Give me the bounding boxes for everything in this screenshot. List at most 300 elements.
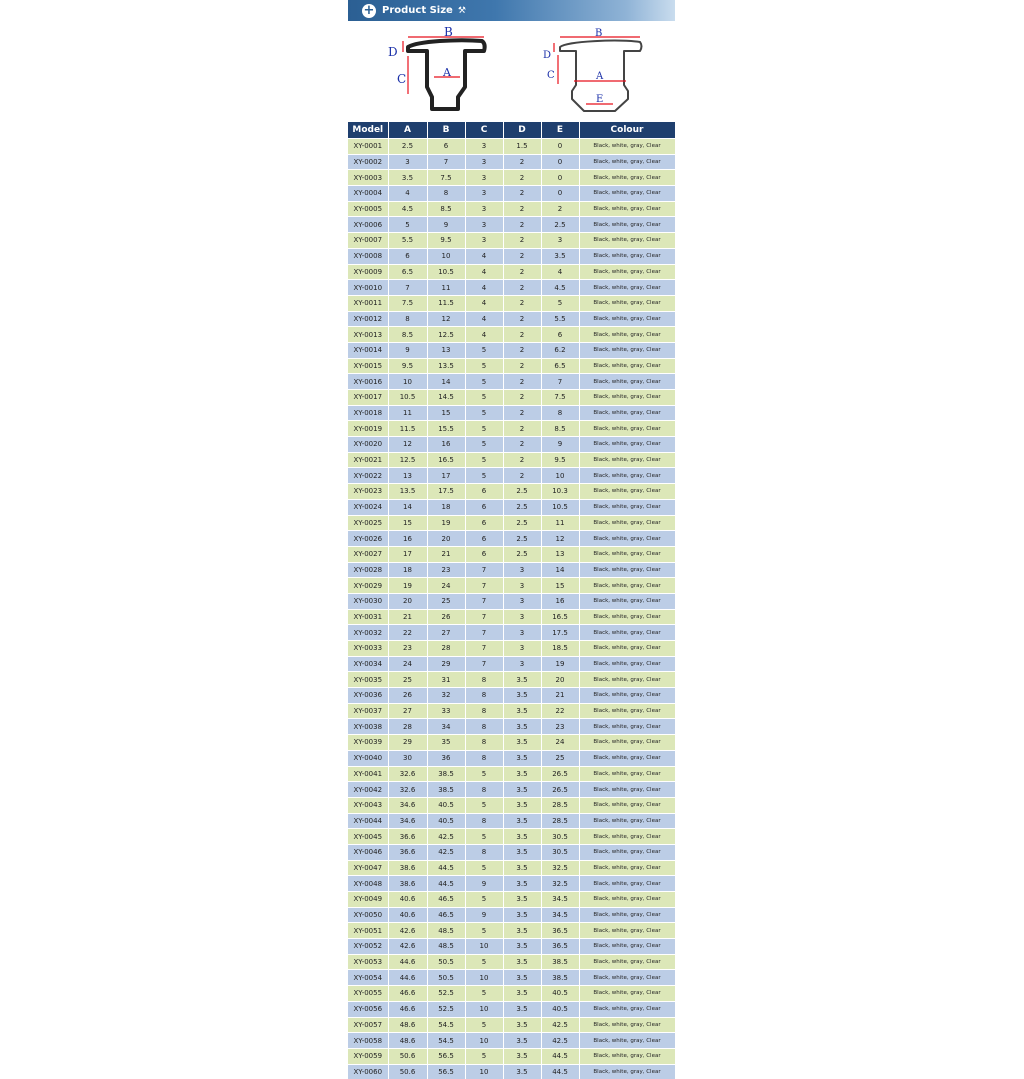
- dimension-cell: 2: [503, 264, 541, 280]
- dimension-cell: 5: [388, 217, 427, 233]
- dimension-cell: 3: [541, 233, 579, 249]
- table-row: [348, 374, 675, 390]
- dimension-cell: 21: [427, 546, 465, 562]
- dimension-cell: 3.5: [503, 719, 541, 735]
- table-row: [348, 217, 675, 233]
- column-header: E: [541, 122, 579, 139]
- dimension-cell: 9: [465, 876, 503, 892]
- dimension-cell: 15: [388, 515, 427, 531]
- section-header: [348, 0, 675, 21]
- dimension-cell: 3.5: [503, 1064, 541, 1079]
- dimension-cell: 12: [388, 437, 427, 453]
- dimension-cell: 40.5: [427, 813, 465, 829]
- table-row: [348, 986, 675, 1002]
- table-row: [348, 201, 675, 217]
- dimension-cell: 26: [427, 609, 465, 625]
- dimension-cell: 42.6: [388, 939, 427, 955]
- model-cell: XY-0035: [348, 672, 388, 688]
- dimension-cell: 25: [427, 593, 465, 609]
- dimension-cell: 19: [541, 656, 579, 672]
- model-cell: XY-0046: [348, 844, 388, 860]
- dimension-cell: 42.5: [427, 844, 465, 860]
- dimension-cell: 5: [465, 923, 503, 939]
- dimension-cell: 52.5: [427, 1001, 465, 1017]
- dimension-cell: 8.5: [541, 421, 579, 437]
- table-row: [348, 1017, 675, 1033]
- dimension-cell: 3.5: [503, 797, 541, 813]
- dimension-cell: 22: [541, 703, 579, 719]
- dimension-cell: 29: [388, 735, 427, 751]
- dimension-cell: 2: [503, 452, 541, 468]
- dimension-cell: 6.2: [541, 342, 579, 358]
- colour-cell: Black, white, gray, Clear: [579, 452, 675, 468]
- dimension-cell: 9: [427, 217, 465, 233]
- model-cell: XY-0019: [348, 421, 388, 437]
- colour-cell: Black, white, gray, Clear: [579, 625, 675, 641]
- colour-cell: Black, white, gray, Clear: [579, 327, 675, 343]
- table-row: [348, 1048, 675, 1064]
- colour-cell: Black, white, gray, Clear: [579, 186, 675, 202]
- dimension-cell: 5.5: [541, 311, 579, 327]
- dimension-cell: 5: [465, 437, 503, 453]
- dimension-cell: 38.5: [541, 954, 579, 970]
- column-header: D: [503, 122, 541, 139]
- dimension-cell: 38.6: [388, 876, 427, 892]
- table-row: [348, 656, 675, 672]
- label-b: B: [444, 25, 453, 39]
- model-cell: XY-0017: [348, 390, 388, 406]
- dimension-cell: 44.5: [427, 860, 465, 876]
- dimension-cell: 3.5: [503, 766, 541, 782]
- table-row: [348, 672, 675, 688]
- dimension-cell: 5: [465, 390, 503, 406]
- dimension-cell: 10: [465, 939, 503, 955]
- dimension-cell: 4: [465, 280, 503, 296]
- colour-cell: Black, white, gray, Clear: [579, 970, 675, 986]
- colour-cell: Black, white, gray, Clear: [579, 374, 675, 390]
- dimension-cell: 10.5: [388, 390, 427, 406]
- table-row: [348, 342, 675, 358]
- dimension-cell: 3.5: [503, 735, 541, 751]
- dimension-cell: 3: [465, 154, 503, 170]
- table-header-row: [348, 122, 675, 139]
- dimension-cell: 8: [465, 672, 503, 688]
- colour-cell: Black, white, gray, Clear: [579, 593, 675, 609]
- dimension-cell: 52.5: [427, 986, 465, 1002]
- model-cell: XY-0038: [348, 719, 388, 735]
- dimension-cell: 40.6: [388, 907, 427, 923]
- dimension-cell: 36: [427, 750, 465, 766]
- model-cell: XY-0022: [348, 468, 388, 484]
- model-cell: XY-0021: [348, 452, 388, 468]
- table-row: [348, 688, 675, 704]
- dimension-cell: 3.5: [503, 1017, 541, 1033]
- colour-cell: Black, white, gray, Clear: [579, 1017, 675, 1033]
- table-row: [348, 295, 675, 311]
- label-a: A: [595, 71, 604, 82]
- diagram-left: [388, 25, 485, 109]
- dimension-cell: 6: [388, 248, 427, 264]
- table-row: [348, 1001, 675, 1017]
- model-cell: XY-0058: [348, 1033, 388, 1049]
- colour-cell: Black, white, gray, Clear: [579, 954, 675, 970]
- dimension-cell: 5: [465, 374, 503, 390]
- plus-circle-icon: +: [362, 4, 376, 18]
- dimension-cell: 2: [503, 468, 541, 484]
- dimension-cell: 6: [541, 327, 579, 343]
- dimension-cell: 7: [465, 609, 503, 625]
- dimension-cell: 10: [465, 1064, 503, 1079]
- model-cell: XY-0059: [348, 1048, 388, 1064]
- dimension-cell: 18.5: [541, 641, 579, 657]
- model-cell: XY-0039: [348, 735, 388, 751]
- dimension-cell: 3.5: [503, 829, 541, 845]
- dimension-cell: 34.6: [388, 813, 427, 829]
- dimension-cell: 38.6: [388, 860, 427, 876]
- dimension-cell: 15: [427, 405, 465, 421]
- colour-cell: Black, white, gray, Clear: [579, 782, 675, 798]
- dimension-cell: 5: [465, 421, 503, 437]
- dimension-cell: 1.5: [503, 139, 541, 155]
- model-cell: XY-0050: [348, 907, 388, 923]
- dimension-cell: 7.5: [427, 170, 465, 186]
- dimension-cell: 40.5: [427, 797, 465, 813]
- table-row: [348, 452, 675, 468]
- dimension-cell: 2: [503, 280, 541, 296]
- dimension-cell: 7.5: [541, 390, 579, 406]
- dimension-cell: 0: [541, 154, 579, 170]
- dimension-cell: 8: [465, 719, 503, 735]
- dimension-cell: 2: [503, 358, 541, 374]
- colour-cell: Black, white, gray, Clear: [579, 1033, 675, 1049]
- dimension-cell: 14: [541, 562, 579, 578]
- colour-cell: Black, white, gray, Clear: [579, 986, 675, 1002]
- dimension-cell: 8: [465, 735, 503, 751]
- table-row: [348, 860, 675, 876]
- dimension-cell: 42.5: [541, 1017, 579, 1033]
- model-cell: XY-0012: [348, 311, 388, 327]
- dimension-cell: 5: [465, 892, 503, 908]
- table-row: [348, 735, 675, 751]
- dimension-cell: 2.5: [503, 515, 541, 531]
- dimension-cell: 8: [388, 311, 427, 327]
- dimension-cell: 5.5: [388, 233, 427, 249]
- dimension-cell: 3: [503, 593, 541, 609]
- dimension-cell: 34.6: [388, 797, 427, 813]
- dimension-cell: 2: [503, 233, 541, 249]
- dimension-cell: 32.5: [541, 876, 579, 892]
- dimension-cell: 2.5: [503, 484, 541, 500]
- dimension-cell: 28: [388, 719, 427, 735]
- colour-cell: Black, white, gray, Clear: [579, 233, 675, 249]
- model-cell: XY-0009: [348, 264, 388, 280]
- diagram-right: [543, 28, 642, 111]
- model-cell: XY-0030: [348, 593, 388, 609]
- dimension-cell: 4: [465, 327, 503, 343]
- dimension-cell: 50.6: [388, 1048, 427, 1064]
- table-row: [348, 766, 675, 782]
- dimension-cell: 29: [427, 656, 465, 672]
- model-cell: XY-0026: [348, 531, 388, 547]
- colour-cell: Black, white, gray, Clear: [579, 437, 675, 453]
- model-cell: XY-0045: [348, 829, 388, 845]
- colour-cell: Black, white, gray, Clear: [579, 829, 675, 845]
- dimension-cell: 22: [388, 625, 427, 641]
- column-header: B: [427, 122, 465, 139]
- model-cell: XY-0049: [348, 892, 388, 908]
- colour-cell: Black, white, gray, Clear: [579, 688, 675, 704]
- dimension-cell: 7: [465, 593, 503, 609]
- size-table: [348, 122, 676, 1079]
- dimension-cell: 10: [427, 248, 465, 264]
- table-row: [348, 358, 675, 374]
- dimension-cell: 6.5: [541, 358, 579, 374]
- table-row: [348, 829, 675, 845]
- dimension-cell: 2: [503, 311, 541, 327]
- table-row: [348, 170, 675, 186]
- dimension-cell: 23: [541, 719, 579, 735]
- dimension-cell: 25: [388, 672, 427, 688]
- dimension-cell: 4: [465, 248, 503, 264]
- model-cell: XY-0014: [348, 342, 388, 358]
- dimension-cell: 4: [541, 264, 579, 280]
- dimension-cell: 10.5: [541, 499, 579, 515]
- table-row: [348, 609, 675, 625]
- dimension-cell: 9: [465, 907, 503, 923]
- dimension-cell: 12: [427, 311, 465, 327]
- table-row: [348, 876, 675, 892]
- dimension-cell: 13.5: [388, 484, 427, 500]
- model-cell: XY-0036: [348, 688, 388, 704]
- dimension-cell: 44.6: [388, 954, 427, 970]
- dimension-cell: 11: [541, 515, 579, 531]
- dimension-cell: 19: [427, 515, 465, 531]
- colour-cell: Black, white, gray, Clear: [579, 421, 675, 437]
- colour-cell: Black, white, gray, Clear: [579, 405, 675, 421]
- colour-cell: Black, white, gray, Clear: [579, 860, 675, 876]
- table-row: [348, 499, 675, 515]
- dimension-cell: 7: [427, 154, 465, 170]
- colour-cell: Black, white, gray, Clear: [579, 154, 675, 170]
- dimension-cell: 3.5: [503, 939, 541, 955]
- dimension-cell: 40.5: [541, 1001, 579, 1017]
- dimension-cell: 26.5: [541, 782, 579, 798]
- dimension-cell: 16: [427, 437, 465, 453]
- dimension-cell: 46.6: [388, 1001, 427, 1017]
- model-cell: XY-0006: [348, 217, 388, 233]
- dimension-cell: 17.5: [541, 625, 579, 641]
- dimension-cell: 11.5: [388, 421, 427, 437]
- dimension-cell: 28.5: [541, 797, 579, 813]
- dimension-cell: 2.5: [388, 139, 427, 155]
- colour-cell: Black, white, gray, Clear: [579, 264, 675, 280]
- dimension-cell: 4.5: [388, 201, 427, 217]
- table-row: [348, 970, 675, 986]
- dimension-cell: 5: [465, 452, 503, 468]
- dimension-cell: 9.5: [388, 358, 427, 374]
- dimension-cell: 3.5: [503, 923, 541, 939]
- table-row: [348, 186, 675, 202]
- dimension-cell: 24: [427, 578, 465, 594]
- dimension-cell: 8: [465, 844, 503, 860]
- model-cell: XY-0024: [348, 499, 388, 515]
- diagrams-svg: [348, 21, 675, 122]
- table-row: [348, 280, 675, 296]
- colour-cell: Black, white, gray, Clear: [579, 280, 675, 296]
- column-header: Colour: [579, 122, 675, 139]
- dimension-cell: 7: [541, 374, 579, 390]
- table-row: [348, 750, 675, 766]
- product-size-panel: [348, 0, 675, 1024]
- dimension-cell: 48.6: [388, 1033, 427, 1049]
- table-row: [348, 625, 675, 641]
- model-cell: XY-0005: [348, 201, 388, 217]
- dimension-cell: 14.5: [427, 390, 465, 406]
- dimension-cell: 2: [503, 295, 541, 311]
- dimension-cell: 3.5: [503, 750, 541, 766]
- tools-icon: ⚒: [458, 6, 466, 16]
- dimension-cell: 7: [388, 280, 427, 296]
- colour-cell: Black, white, gray, Clear: [579, 719, 675, 735]
- dimension-diagrams: [348, 21, 675, 122]
- table-row: [348, 892, 675, 908]
- table-row: [348, 311, 675, 327]
- dimension-cell: 3.5: [503, 860, 541, 876]
- dimension-cell: 42.5: [427, 829, 465, 845]
- model-cell: XY-0052: [348, 939, 388, 955]
- table-row: [348, 264, 675, 280]
- dimension-cell: 3: [465, 186, 503, 202]
- table-row: [348, 468, 675, 484]
- dimension-cell: 21: [388, 609, 427, 625]
- dimension-cell: 3: [503, 641, 541, 657]
- dimension-cell: 5: [465, 986, 503, 1002]
- dimension-cell: 3.5: [503, 970, 541, 986]
- table-row: [348, 546, 675, 562]
- colour-cell: Black, white, gray, Clear: [579, 578, 675, 594]
- dimension-cell: 4: [465, 311, 503, 327]
- model-cell: XY-0015: [348, 358, 388, 374]
- dimension-cell: 48.6: [388, 1017, 427, 1033]
- colour-cell: Black, white, gray, Clear: [579, 672, 675, 688]
- table-row: [348, 719, 675, 735]
- dimension-cell: 9.5: [427, 233, 465, 249]
- colour-cell: Black, white, gray, Clear: [579, 609, 675, 625]
- model-cell: XY-0008: [348, 248, 388, 264]
- model-cell: XY-0031: [348, 609, 388, 625]
- dimension-cell: 2.5: [503, 499, 541, 515]
- model-cell: XY-0040: [348, 750, 388, 766]
- table-row: [348, 562, 675, 578]
- dimension-cell: 5: [465, 829, 503, 845]
- dimension-cell: 13: [427, 342, 465, 358]
- dimension-cell: 4: [388, 186, 427, 202]
- column-header: C: [465, 122, 503, 139]
- dimension-cell: 46.6: [388, 986, 427, 1002]
- dimension-cell: 30.5: [541, 829, 579, 845]
- dimension-cell: 7: [465, 625, 503, 641]
- dimension-cell: 24: [388, 656, 427, 672]
- dimension-cell: 11.5: [427, 295, 465, 311]
- dimension-cell: 9: [388, 342, 427, 358]
- dimension-cell: 13.5: [427, 358, 465, 374]
- dimension-cell: 9: [541, 437, 579, 453]
- colour-cell: Black, white, gray, Clear: [579, 892, 675, 908]
- model-cell: XY-0023: [348, 484, 388, 500]
- dimension-cell: 3.5: [503, 844, 541, 860]
- dimension-cell: 34.5: [541, 907, 579, 923]
- dimension-cell: 2: [503, 170, 541, 186]
- dimension-cell: 5: [465, 1048, 503, 1064]
- dimension-cell: 7.5: [388, 295, 427, 311]
- colour-cell: Black, white, gray, Clear: [579, 201, 675, 217]
- dimension-cell: 50.6: [388, 1064, 427, 1079]
- table-body: [348, 139, 675, 1079]
- dimension-cell: 11: [427, 280, 465, 296]
- dimension-cell: 16: [541, 593, 579, 609]
- colour-cell: Black, white, gray, Clear: [579, 1048, 675, 1064]
- colour-cell: Black, white, gray, Clear: [579, 562, 675, 578]
- dimension-cell: 32.6: [388, 782, 427, 798]
- model-cell: XY-0055: [348, 986, 388, 1002]
- dimension-cell: 28.5: [541, 813, 579, 829]
- dimension-cell: 7: [465, 562, 503, 578]
- model-cell: XY-0007: [348, 233, 388, 249]
- colour-cell: Black, white, gray, Clear: [579, 484, 675, 500]
- table-row: [348, 907, 675, 923]
- dimension-cell: 9.5: [541, 452, 579, 468]
- dimension-cell: 10: [465, 1033, 503, 1049]
- model-cell: XY-0048: [348, 876, 388, 892]
- column-header: A: [388, 122, 427, 139]
- dimension-cell: 26: [388, 688, 427, 704]
- colour-cell: Black, white, gray, Clear: [579, 139, 675, 155]
- dimension-cell: 16: [388, 531, 427, 547]
- dimension-cell: 3: [465, 139, 503, 155]
- table-row: [348, 593, 675, 609]
- dimension-cell: 44.5: [541, 1064, 579, 1079]
- colour-cell: Black, white, gray, Clear: [579, 797, 675, 813]
- dimension-cell: 5: [465, 468, 503, 484]
- colour-cell: Black, white, gray, Clear: [579, 750, 675, 766]
- dimension-cell: 20: [541, 672, 579, 688]
- dimension-cell: 56.5: [427, 1064, 465, 1079]
- dimension-cell: 27: [427, 625, 465, 641]
- label-a: A: [442, 66, 452, 79]
- dimension-cell: 24: [541, 735, 579, 751]
- dimension-cell: 3: [503, 609, 541, 625]
- colour-cell: Black, white, gray, Clear: [579, 311, 675, 327]
- dimension-cell: 8: [427, 186, 465, 202]
- table-row: [348, 327, 675, 343]
- dimension-cell: 7: [465, 578, 503, 594]
- table-row: [348, 641, 675, 657]
- dimension-cell: 10: [465, 1001, 503, 1017]
- table-row: [348, 233, 675, 249]
- dimension-cell: 36.6: [388, 829, 427, 845]
- table-row: [348, 923, 675, 939]
- dimension-cell: 48.5: [427, 923, 465, 939]
- dimension-cell: 2: [503, 374, 541, 390]
- colour-cell: Black, white, gray, Clear: [579, 1001, 675, 1017]
- dimension-cell: 5: [465, 797, 503, 813]
- dimension-cell: 3: [388, 154, 427, 170]
- table-row: [348, 1064, 675, 1079]
- dimension-cell: 30: [388, 750, 427, 766]
- model-cell: XY-0044: [348, 813, 388, 829]
- dimension-cell: 23: [388, 641, 427, 657]
- colour-cell: Black, white, gray, Clear: [579, 735, 675, 751]
